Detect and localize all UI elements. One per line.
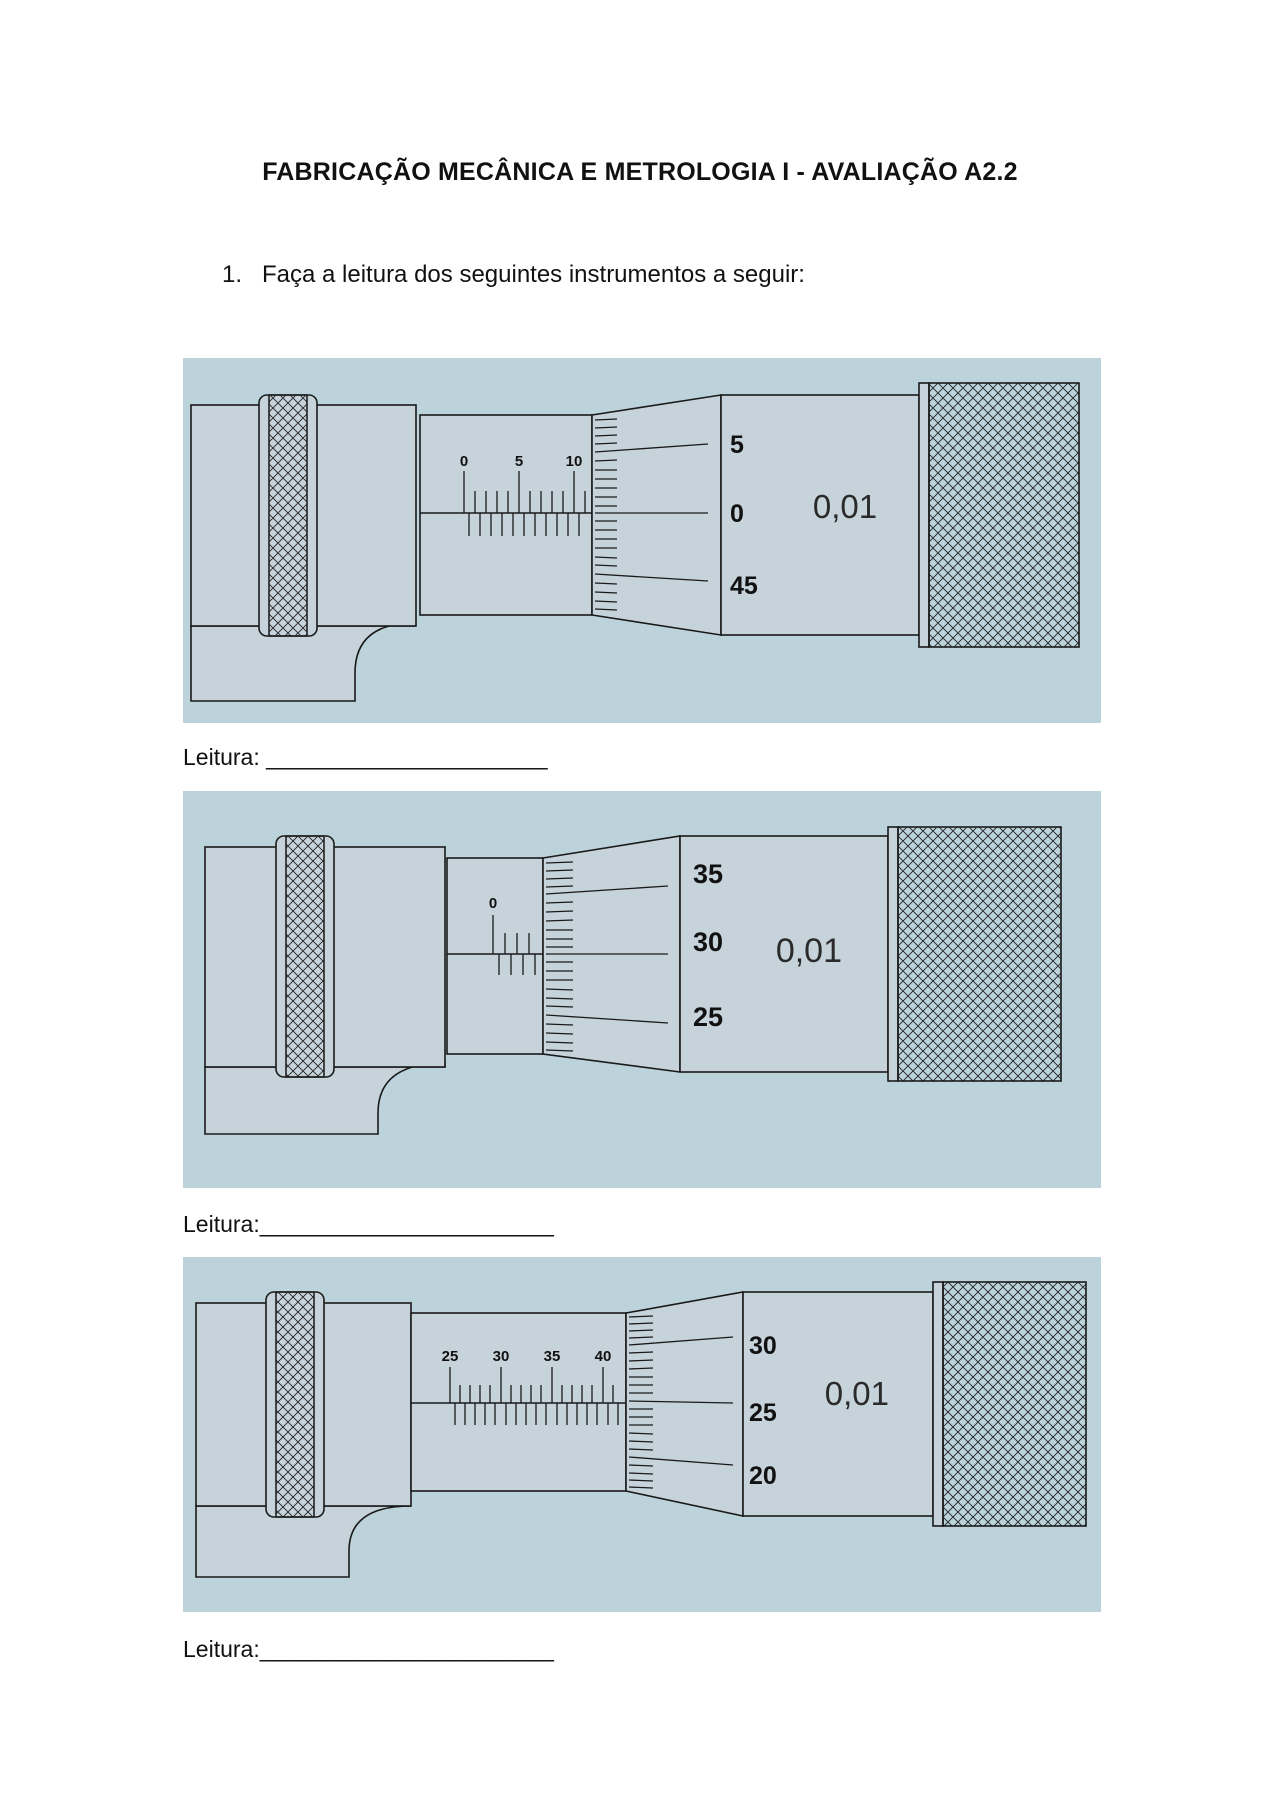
resolution-label: 0,01 [824,1375,889,1412]
thimble-label: 25 [749,1399,777,1427]
thimble-bevel [626,1292,743,1516]
micrometer-drawing-2 [183,791,1101,1188]
thimble-label: 30 [749,1332,777,1360]
sleeve [411,1313,626,1491]
sleeve-label: 30 [492,1348,510,1365]
sleeve-label: 0 [488,895,498,912]
micrometer-figure-2 [183,791,1101,1188]
thimble-label: 20 [749,1462,777,1490]
ratchet-knurl [929,383,1079,647]
question-text: Faça a leitura dos seguintes instrumentos a seguir: [262,261,805,288]
sleeve [420,415,592,615]
ratchet-knurl [943,1282,1086,1526]
thimble-label: 30 [693,927,724,957]
ratchet [888,827,898,1081]
ratchet [933,1282,943,1526]
sleeve-label: 5 [514,453,524,470]
sleeve-label: 40 [594,1348,612,1365]
thimble-label: 0 [730,500,744,528]
sleeve-label: 10 [565,453,583,470]
sleeve-label: 25 [441,1348,459,1365]
ratchet [919,383,929,647]
reading-field-3[interactable]: Leitura:_______________________ [183,1636,554,1662]
micrometer-figure-3 [183,1257,1101,1612]
page-title: FABRICAÇÃO MECÂNICA E METROLOGIA I - AVALIAÇÃO A2.2 [262,158,1018,186]
sleeve [447,858,543,1054]
thimble-label: 45 [730,572,758,600]
reading-field-1[interactable]: Leitura: ______________________ [183,744,548,770]
thimble-label: 5 [730,431,744,459]
resolution-label: 0,01 [812,488,878,525]
micrometer-drawing-1 [183,358,1101,723]
sleeve-label: 35 [543,1348,561,1365]
micrometer-figure-1 [183,358,1101,723]
thimble-bevel [592,395,721,635]
micrometer-drawing-3 [183,1257,1101,1612]
resolution-label: 0,01 [775,932,842,970]
thimble-label: 25 [693,1002,724,1032]
ratchet-knurl [898,827,1061,1081]
question-number: 1. [222,261,243,288]
reading-field-2[interactable]: Leitura:_______________________ [183,1211,554,1237]
sleeve-label: 0 [459,453,469,470]
thimble-label: 35 [693,859,724,889]
question-1 [222,261,805,289]
